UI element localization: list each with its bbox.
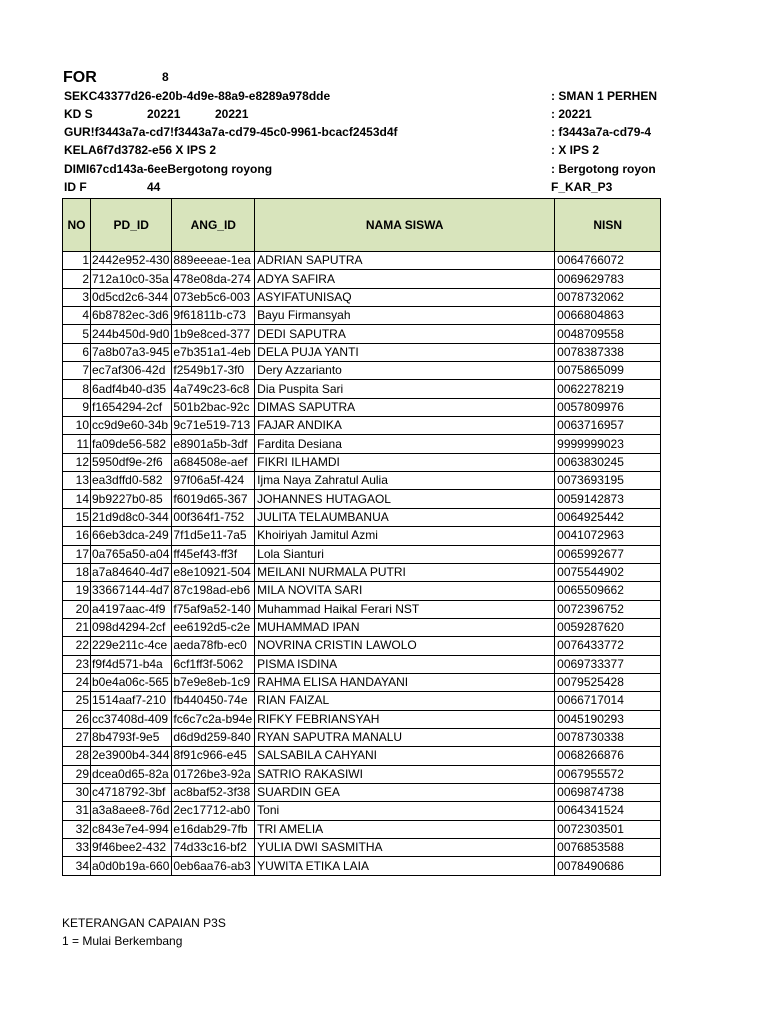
cell-nisn: 0072303501	[555, 820, 661, 838]
header-row-label: KD S	[64, 107, 93, 121]
cell-nama-siswa: DELA PUJA YANTI	[255, 343, 555, 361]
cell-pd-id: cc37408d-409	[91, 710, 172, 728]
table-row	[63, 252, 661, 270]
cell-no: 32	[63, 820, 91, 838]
cell-pd-id: 9b9227b0-85	[91, 490, 172, 508]
cell-nisn: 0072396752	[555, 600, 661, 618]
header-row-label: KELA6f7d3782-e56 X IPS 2	[64, 143, 217, 157]
cell-no: 30	[63, 783, 91, 801]
cell-nisn: 0069874738	[555, 783, 661, 801]
cell-ang-id: e16dab29-7fb	[172, 820, 255, 838]
table-row	[63, 453, 661, 471]
table-row	[63, 747, 661, 765]
cell-no: 26	[63, 710, 91, 728]
cell-no: 7	[63, 362, 91, 380]
cell-nama-siswa: RIAN FAIZAL	[255, 692, 555, 710]
col-ang-id: ANG_ID	[172, 199, 255, 252]
cell-ang-id: 9c71e519-713	[172, 417, 255, 435]
cell-nama-siswa: RIFKY FEBRIANSYAH	[255, 710, 555, 728]
cell-nama-siswa: DIMAS SAPUTRA	[255, 398, 555, 416]
cell-no: 2	[63, 270, 91, 288]
table-row	[63, 765, 661, 783]
table-row	[63, 582, 661, 600]
table-row	[63, 398, 661, 416]
cell-pd-id: 33667144-4d7	[91, 582, 172, 600]
cell-nama-siswa: PISMA ISDINA	[255, 655, 555, 673]
cell-nisn: 0067955572	[555, 765, 661, 783]
cell-nama-siswa: SUARDIN GEA	[255, 783, 555, 801]
cell-ang-id: e8e10921-504	[172, 563, 255, 581]
cell-nisn: 0064341524	[555, 802, 661, 820]
cell-pd-id: 229e211c-4ce	[91, 637, 172, 655]
cell-nisn: 0062278219	[555, 380, 661, 398]
cell-nisn: 0045190293	[555, 710, 661, 728]
table-row	[63, 325, 661, 343]
cell-nama-siswa: ASYIFATUNISAQ	[255, 288, 555, 306]
cell-ang-id: 501b2bac-92c	[172, 398, 255, 416]
cell-no: 9	[63, 398, 91, 416]
cell-pd-id: 6adf4b40-d35	[91, 380, 172, 398]
cell-pd-id: 1514aaf7-210	[91, 692, 172, 710]
table-row	[63, 637, 661, 655]
cell-no: 19	[63, 582, 91, 600]
cell-pd-id: 66eb3dca-249	[91, 527, 172, 545]
cell-ang-id: ee6192d5-c2e	[172, 618, 255, 636]
cell-pd-id: a0d0b19a-660	[91, 857, 172, 875]
cell-nama-siswa: FAJAR ANDIKA	[255, 417, 555, 435]
cell-nisn: 0076853588	[555, 839, 661, 857]
cell-pd-id: 712a10c0-35a	[91, 270, 172, 288]
cell-pd-id: f9f4d571-b4a	[91, 655, 172, 673]
cell-nisn: 0073693195	[555, 472, 661, 490]
cell-no: 18	[63, 563, 91, 581]
table-row	[63, 417, 661, 435]
cell-ang-id: f6019d65-367	[172, 490, 255, 508]
cell-nisn: 0048709558	[555, 325, 661, 343]
cell-no: 5	[63, 325, 91, 343]
col-no: NO	[63, 199, 91, 252]
cell-no: 29	[63, 765, 91, 783]
cell-pd-id: 8b4793f-9e5	[91, 728, 172, 746]
cell-no: 23	[63, 655, 91, 673]
cell-nama-siswa: YULIA DWI SASMITHA	[255, 839, 555, 857]
cell-nisn: 0063830245	[555, 453, 661, 471]
cell-no: 21	[63, 618, 91, 636]
cell-ang-id: 4a749c23-6c8	[172, 380, 255, 398]
header-row-right: : SMAN 1 PERHEN	[551, 89, 657, 103]
header-row-label: SEKC43377d26-e20b-4d9e-88a9-e8289a978dde	[64, 89, 331, 103]
student-table	[62, 198, 661, 876]
cell-nama-siswa: SATRIO RAKASIWI	[255, 765, 555, 783]
cell-ang-id: f2549b17-3f0	[172, 362, 255, 380]
cell-ang-id: 87c198ad-eb6	[172, 582, 255, 600]
cell-nama-siswa: Dia Puspita Sari	[255, 380, 555, 398]
table-row	[63, 618, 661, 636]
cell-ang-id: 889eeeae-1ea	[172, 252, 255, 270]
cell-pd-id: ec7af306-42d	[91, 362, 172, 380]
table-row	[63, 307, 661, 325]
cell-pd-id: a7a84640-4d7	[91, 563, 172, 581]
legend-item: 1 = Mulai Berkembang	[62, 934, 183, 948]
cell-nisn: 0059142873	[555, 490, 661, 508]
cell-ang-id: a684508e-aef	[172, 453, 255, 471]
cell-pd-id: 5950df9e-2f6	[91, 453, 172, 471]
cell-ang-id: 2ec17712-ab0	[172, 802, 255, 820]
cell-no: 28	[63, 747, 91, 765]
cell-nama-siswa: Fardita Desiana	[255, 435, 555, 453]
cell-nisn: 0041072963	[555, 527, 661, 545]
form-number: 8	[162, 70, 169, 84]
table-row	[63, 270, 661, 288]
header-row-label: GUR!f3443a7a-cd7!f3443a7a-cd79-45c0-9961-bcacf2453d4f	[64, 125, 398, 139]
cell-ang-id: aeda78fb-ec0	[172, 637, 255, 655]
col-pd-id: PD_ID	[91, 199, 172, 252]
table-row	[63, 508, 661, 526]
header-row-right: : f3443a7a-cd79-4	[551, 125, 652, 139]
header-row-value: 44	[147, 180, 161, 194]
table-row	[63, 288, 661, 306]
cell-nama-siswa: ADRIAN SAPUTRA	[255, 252, 555, 270]
cell-nama-siswa: DEDI SAPUTRA	[255, 325, 555, 343]
cell-no: 16	[63, 527, 91, 545]
cell-no: 14	[63, 490, 91, 508]
cell-nama-siswa: Bayu Firmansyah	[255, 307, 555, 325]
cell-ang-id: 6cf1ff3f-5062	[172, 655, 255, 673]
cell-pd-id: 2e3900b4-344	[91, 747, 172, 765]
table-row	[63, 839, 661, 857]
cell-pd-id: 0a765a50-a04	[91, 545, 172, 563]
header-row-right: : X IPS 2	[551, 143, 600, 157]
table-row	[63, 728, 661, 746]
table-row	[63, 710, 661, 728]
cell-ang-id: 8f91c966-e45	[172, 747, 255, 765]
cell-pd-id: b0e4a06c-565	[91, 673, 172, 691]
cell-nama-siswa: JOHANNES HUTAGAOL	[255, 490, 555, 508]
cell-pd-id: 9f46bee2-432	[91, 839, 172, 857]
cell-no: 15	[63, 508, 91, 526]
cell-nama-siswa: FIKRI ILHAMDI	[255, 453, 555, 471]
cell-no: 22	[63, 637, 91, 655]
cell-nama-siswa: RYAN SAPUTRA MANALU	[255, 728, 555, 746]
cell-nisn: 9999999023	[555, 435, 661, 453]
cell-no: 6	[63, 343, 91, 361]
cell-ang-id: d6d9d259-840	[172, 728, 255, 746]
cell-no: 4	[63, 307, 91, 325]
cell-no: 8	[63, 380, 91, 398]
cell-pd-id: c4718792-3bf	[91, 783, 172, 801]
cell-no: 3	[63, 288, 91, 306]
cell-nama-siswa: Khoiriyah Jamitul Azmi	[255, 527, 555, 545]
table-row	[63, 435, 661, 453]
cell-ang-id: 073eb5c6-003	[172, 288, 255, 306]
table-row	[63, 343, 661, 361]
header-row-right: : Bergotong royon	[551, 162, 656, 176]
cell-pd-id: fa09de56-582	[91, 435, 172, 453]
table-row	[63, 655, 661, 673]
cell-nama-siswa: Toni	[255, 802, 555, 820]
cell-nama-siswa: Lola Sianturi	[255, 545, 555, 563]
col-nama-siswa: NAMA SISWA	[255, 199, 555, 252]
cell-nama-siswa: JULITA TELAUMBANUA	[255, 508, 555, 526]
cell-nisn: 0078387338	[555, 343, 661, 361]
cell-no: 27	[63, 728, 91, 746]
cell-nama-siswa: SALSABILA CAHYANI	[255, 747, 555, 765]
cell-nisn: 0065992677	[555, 545, 661, 563]
cell-ang-id: 9f61811b-c73	[172, 307, 255, 325]
cell-ang-id: ff45ef43-ff3f	[172, 545, 255, 563]
cell-pd-id: 244b450d-9d0	[91, 325, 172, 343]
cell-nisn: 0064766072	[555, 252, 661, 270]
table-row	[63, 673, 661, 691]
cell-no: 17	[63, 545, 91, 563]
cell-nisn: 0069733377	[555, 655, 661, 673]
cell-ang-id: f75af9a52-140	[172, 600, 255, 618]
cell-no: 11	[63, 435, 91, 453]
cell-pd-id: 2442e952-430	[91, 252, 172, 270]
table-row	[63, 783, 661, 801]
cell-nama-siswa: Ijma Naya Zahratul Aulia	[255, 472, 555, 490]
form-title: FOR	[63, 69, 97, 86]
cell-nama-siswa: MILA NOVITA SARI	[255, 582, 555, 600]
cell-nisn: 0065509662	[555, 582, 661, 600]
cell-ang-id: e8901a5b-3df	[172, 435, 255, 453]
cell-pd-id: c843e7e4-994	[91, 820, 172, 838]
cell-pd-id: ea3dffd0-582	[91, 472, 172, 490]
cell-ang-id: fc6c7c2a-b94e	[172, 710, 255, 728]
cell-ang-id: 478e08da-274	[172, 270, 255, 288]
cell-ang-id: ac8baf52-3f38	[172, 783, 255, 801]
cell-ang-id: 01726be3-92a	[172, 765, 255, 783]
cell-ang-id: b7e9e8eb-1c9	[172, 673, 255, 691]
cell-nama-siswa: TRI AMELIA	[255, 820, 555, 838]
table-row	[63, 527, 661, 545]
cell-ang-id: 00f364f1-752	[172, 508, 255, 526]
col-nisn: NISN	[555, 199, 661, 252]
cell-nisn: 0079525428	[555, 673, 661, 691]
cell-nisn: 0066804863	[555, 307, 661, 325]
cell-pd-id: 21d9d8c0-344	[91, 508, 172, 526]
cell-nisn: 0076433772	[555, 637, 661, 655]
table-row	[63, 545, 661, 563]
cell-no: 24	[63, 673, 91, 691]
cell-nisn: 0069629783	[555, 270, 661, 288]
header-row-right: : 20221	[551, 107, 592, 121]
cell-nisn: 0078730338	[555, 728, 661, 746]
header-row-right: F_KAR_P3	[551, 180, 613, 194]
cell-nisn: 0064925442	[555, 508, 661, 526]
cell-nama-siswa: ADYA SAFIRA	[255, 270, 555, 288]
cell-nisn: 0059287620	[555, 618, 661, 636]
cell-pd-id: 098d4294-2cf	[91, 618, 172, 636]
table-row	[63, 802, 661, 820]
cell-nisn: 0078490686	[555, 857, 661, 875]
cell-nama-siswa: Dery Azzarianto	[255, 362, 555, 380]
table-row	[63, 380, 661, 398]
cell-pd-id: 0d5cd2c6-344	[91, 288, 172, 306]
table-row	[63, 692, 661, 710]
cell-pd-id: f1654294-2cf	[91, 398, 172, 416]
table-row	[63, 472, 661, 490]
cell-pd-id: a3a8aee8-76d	[91, 802, 172, 820]
header-row-label: DIMI67cd143a-6eeBergotong royong	[64, 162, 273, 176]
cell-no: 13	[63, 472, 91, 490]
header-row-value: 20221	[147, 107, 181, 121]
cell-no: 10	[63, 417, 91, 435]
cell-pd-id: 7a8b07a3-945	[91, 343, 172, 361]
cell-nama-siswa: YUWITA ETIKA LAIA	[255, 857, 555, 875]
legend-heading: KETERANGAN CAPAIAN P3S	[62, 916, 226, 930]
cell-no: 25	[63, 692, 91, 710]
header-row-value-2: 20221	[215, 107, 249, 121]
cell-pd-id: a4197aac-4f9	[91, 600, 172, 618]
table-row	[63, 490, 661, 508]
table-row	[63, 857, 661, 875]
cell-no: 1	[63, 252, 91, 270]
cell-pd-id: dcea0d65-82a	[91, 765, 172, 783]
cell-nisn: 0078732062	[555, 288, 661, 306]
cell-nama-siswa: Muhammad Haikal Ferari NST	[255, 600, 555, 618]
cell-nama-siswa: MEILANI NURMALA PUTRI	[255, 563, 555, 581]
table-row	[63, 563, 661, 581]
cell-pd-id: 6b8782ec-3d6	[91, 307, 172, 325]
cell-nisn: 0075865099	[555, 362, 661, 380]
cell-nisn: 0063716957	[555, 417, 661, 435]
cell-ang-id: e7b351a1-4eb	[172, 343, 255, 361]
cell-ang-id: 74d33c16-bf2	[172, 839, 255, 857]
cell-no: 20	[63, 600, 91, 618]
table-row	[63, 600, 661, 618]
cell-ang-id: 7f1d5e11-7a5	[172, 527, 255, 545]
cell-nama-siswa: MUHAMMAD IPAN	[255, 618, 555, 636]
header-row-label: ID F	[64, 180, 87, 194]
cell-nisn: 0068266876	[555, 747, 661, 765]
cell-ang-id: 97f06a5f-424	[172, 472, 255, 490]
cell-no: 33	[63, 839, 91, 857]
cell-ang-id: 0eb6aa76-ab3	[172, 857, 255, 875]
cell-nisn: 0075544902	[555, 563, 661, 581]
cell-nama-siswa: NOVRINA CRISTIN LAWOLO	[255, 637, 555, 655]
table-header-row	[63, 199, 661, 252]
table-row	[63, 820, 661, 838]
cell-ang-id: 1b9e8ced-377	[172, 325, 255, 343]
cell-nama-siswa: RAHMA ELISA HANDAYANI	[255, 673, 555, 691]
cell-no: 34	[63, 857, 91, 875]
cell-no: 12	[63, 453, 91, 471]
cell-nisn: 0066717014	[555, 692, 661, 710]
cell-nisn: 0057809976	[555, 398, 661, 416]
cell-no: 31	[63, 802, 91, 820]
cell-ang-id: fb440450-74e	[172, 692, 255, 710]
cell-pd-id: cc9d9e60-34b	[91, 417, 172, 435]
table-row	[63, 362, 661, 380]
